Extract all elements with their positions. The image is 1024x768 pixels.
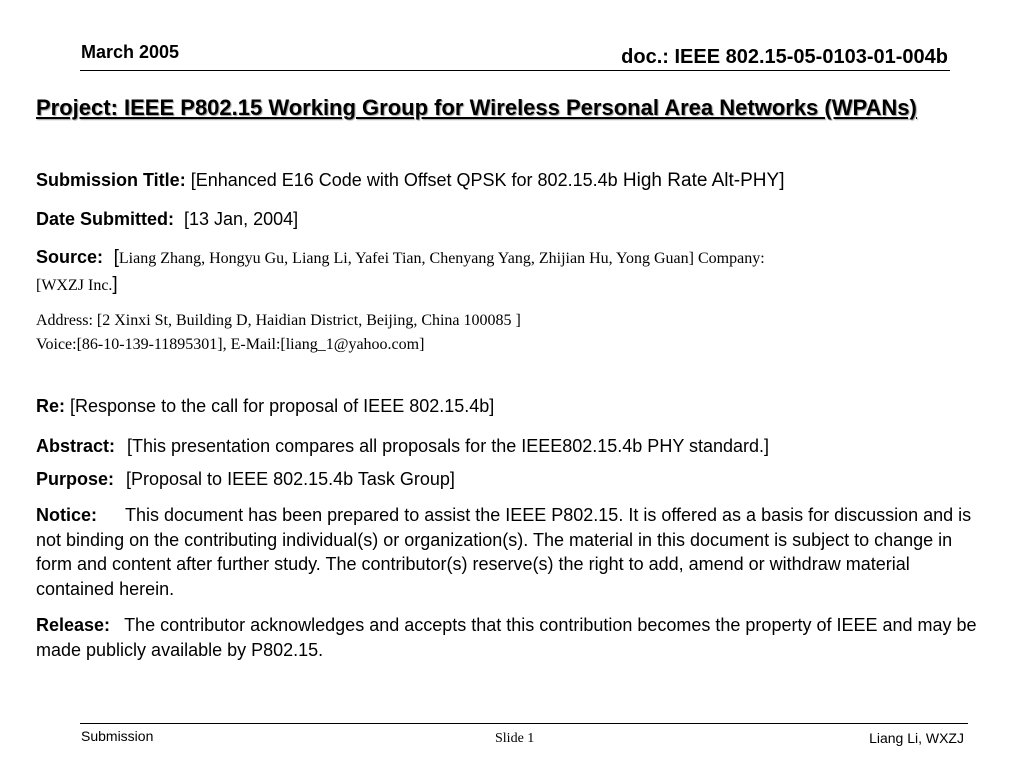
submission-title-value: [Enhanced E16 Code with Offset QPSK for 802.15.4b — [185, 170, 618, 190]
project-title: Project: IEEE P802.15 Working Group for Wireless Personal Area Networks (WPANs) — [36, 95, 917, 120]
re-field — [36, 394, 986, 418]
release-paragraph — [36, 613, 986, 662]
re-value: [Response to the call for proposal of IEEE 802.15.4b] — [65, 396, 495, 416]
date-submitted-value: [13 Jan, 2004] — [174, 209, 299, 229]
abstract-label: Abstract: — [36, 436, 116, 456]
footer-author: Liang Li, WXZJ — [869, 730, 964, 746]
release-text: The contributor acknowledges and accepts that this contribution becomes the property of IEEE and may be made publicly available by P802.15. — [36, 615, 977, 660]
source-label: Source: — [36, 247, 104, 267]
purpose-value: [Proposal to IEEE 802.15.4b Task Group] — [126, 469, 455, 489]
release-label: Release: — [36, 615, 111, 635]
source-bracket-close: ] — [112, 274, 118, 295]
date-submitted-field — [36, 207, 986, 231]
purpose-label: Purpose: — [36, 469, 115, 489]
header-doc-id: doc.: IEEE 802.15-05-0103-01-004b — [621, 46, 948, 68]
date-submitted-label: Date Submitted: — [36, 209, 175, 229]
footer-submission: Submission — [81, 728, 154, 744]
header-divider — [80, 70, 950, 71]
footer-slide-number: Slide 1 — [495, 731, 535, 746]
source-field — [36, 245, 986, 271]
re-label: Re: — [36, 396, 66, 416]
abstract-field — [36, 434, 986, 458]
notice-text: This document has been prepared to assist the IEEE P802.15. It is offered as a basis for discussion and is not binding on the contributing individual(s) or organization(s). The material in this document is subject to change in form and content after further study. The contributor(s) reserve(s) the right to add, amend or withdraw material contained herein. — [36, 505, 972, 599]
notice-paragraph — [36, 503, 986, 601]
footer-divider — [80, 723, 968, 724]
submission-title-value-tail: High Rate Alt-PHY] — [617, 170, 785, 191]
notice-label: Notice: — [36, 505, 98, 525]
source-contact: Voice:[86-10-139-11895301], E-Mail:[liang_1@yahoo.com] — [36, 336, 425, 353]
source-company: [WXZJ Inc. — [36, 277, 113, 294]
source-company-line — [36, 272, 986, 298]
purpose-field — [36, 467, 986, 491]
submission-title-label: Submission Title: — [36, 170, 186, 190]
source-bracket-open: [ — [103, 247, 119, 268]
header-date: March 2005 — [81, 42, 180, 62]
source-authors: Liang Zhang, Hongyu Gu, Liang Li, Yafei Tian, Chenyang Yang, Zhijian Hu, Yong Guan] Company: — [118, 250, 765, 267]
abstract-value: [This presentation compares all proposals for the IEEE802.15.4b PHY standard.] — [127, 436, 770, 456]
submission-title-field — [36, 168, 986, 193]
source-address: Address: [2 Xinxi St, Building D, Haidian District, Beijing, China 100085 ] — [36, 312, 521, 329]
